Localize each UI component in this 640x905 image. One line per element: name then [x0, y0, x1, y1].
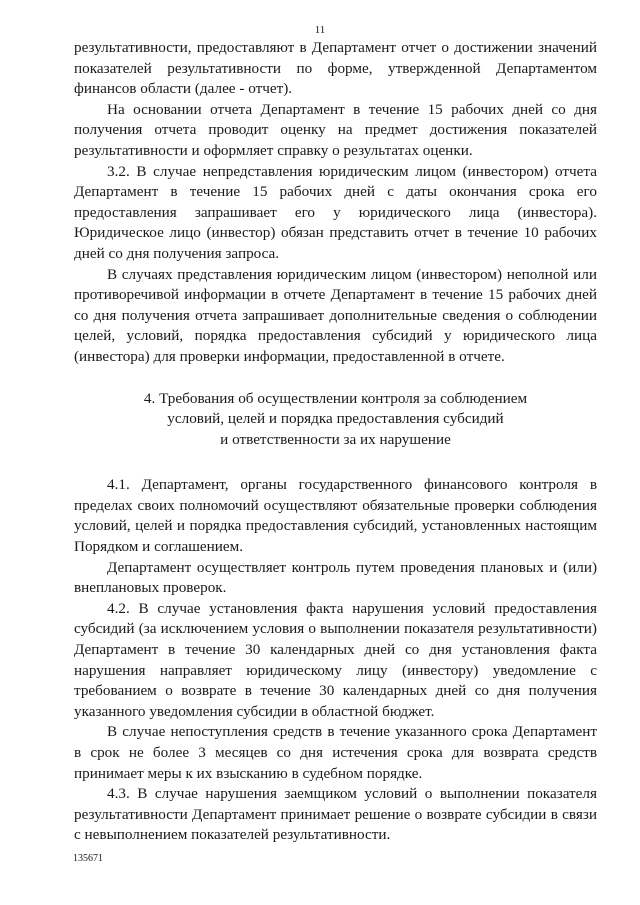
paragraph: Департамент осуществляет контроль путем проведения плановых и (или) внеплановых проверок.	[74, 558, 597, 597]
section-heading-line: условий, целей и порядка предоставления субсидий	[167, 410, 504, 428]
paragraph: В случаях представления юридическим лицом (инвестором) неполной или противоречивой информации в отчете Департамент в течение 15 рабочих дней со дня получения отчета запрашивает дополнительные сведения о соблюдении целей, условий, порядка предоставления субсидий у юридического лица (инвестора) для проверки информации, предоставленной в отчете.	[74, 265, 597, 365]
paragraph-4-1: 4.1. Департамент, органы государственного финансового контроля в пределах своих полномочий осуществляют обязательные проверки соблюдения условий, целей и порядка предоставления субсидий, установленных настоящим Порядком и соглашением.	[74, 476, 597, 556]
paragraph: На основании отчета Департамент в течение 15 рабочих дней со дня получения отчета проводит оценку на предмет достижения показателей результативности и оформляет справку о результатах оценки.	[74, 100, 597, 159]
paragraph-3-2: 3.2. В случае непредставления юридическим лицом (инвестором) отчета Департамент в течение 15 рабочих дней с даты окончания срока его предоставления запрашивает его у юридического лица (инвестора). Юридическое лицо (инвестор) обязан представить отчет в течение 10 рабочих дней со дня получения запроса.	[74, 162, 597, 262]
section-heading-line: 4. Требования об осуществлении контроля за соблюдением	[143, 389, 528, 407]
paragraph: В случае непоступления средств в течение указанного срока Департамент в срок не более 3 месяцев со дня истечения срока для возврата средств принимает меры к их взысканию в судебном порядке.	[74, 723, 597, 782]
paragraph-4-3: 4.3. В случае нарушения заемщиком условий о выполнении показателя результативности Департамент принимает решение о возврате субсидии в связи с невыполнением показателей результативности.	[74, 785, 597, 844]
document-body	[74, 38, 597, 846]
section-heading	[74, 389, 597, 451]
section-heading-line: и ответственности за их нарушение	[220, 430, 451, 448]
paragraph-4-2: 4.2. В случае установления факта нарушения условий предоставления субсидий (за исключением условия о выполнении показателя результативности) Департамент в течение 30 календарных дней со дня установления факта нарушения направляет юридическому лицу (инвестору) уведомление с требованием о возврате в течение 30 календарных дней со дня получения указанного уведомления субсидии в областной бюджет.	[74, 599, 597, 720]
page-number: 11	[314, 24, 326, 36]
document-code: 135671	[73, 853, 103, 864]
paragraph-continuation: результативности, предоставляют в Департамент отчет о достижении значений показателей результативности по форме, утвержденной Департаментом финансов области (далее - отчет).	[74, 39, 597, 98]
